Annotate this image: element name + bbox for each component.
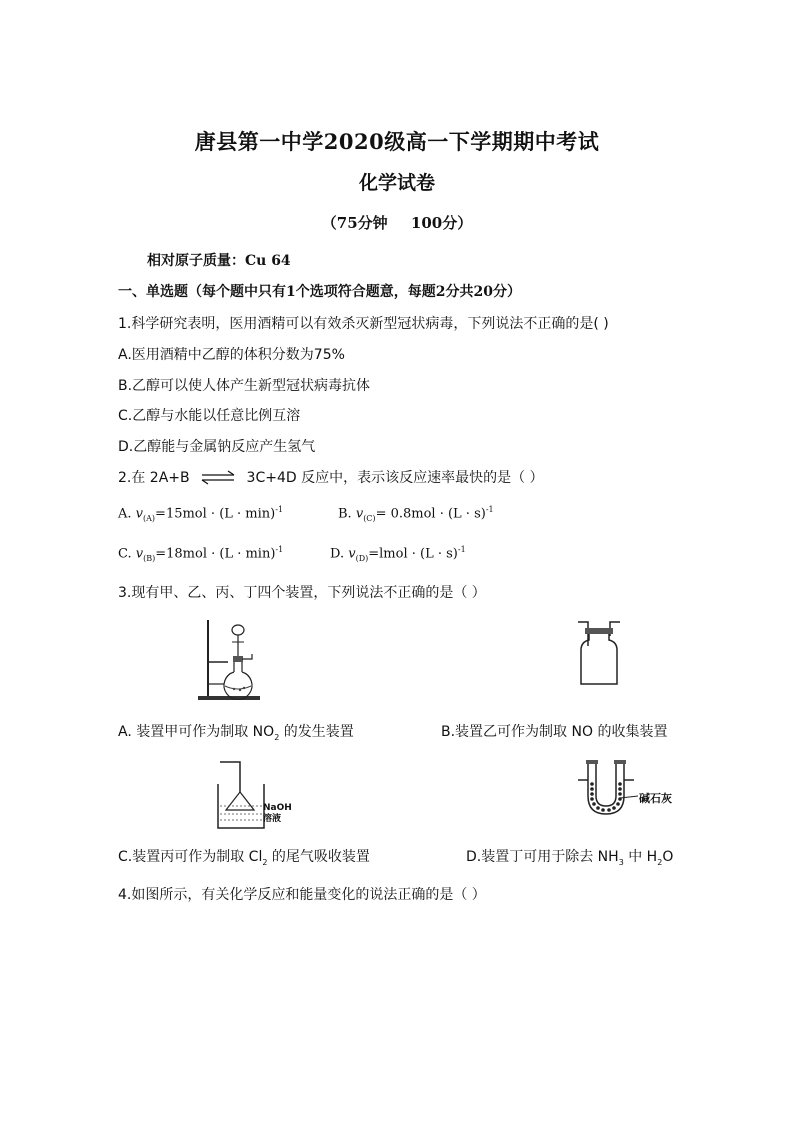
question-2-option-d: D. $v_{(D)}=lmol \cdot (L \cdot s)^{-1}$: [330, 545, 466, 563]
question-2-stem-part1: 2.在 2A+B: [118, 470, 190, 486]
apparatus-bing-figure: [214, 758, 270, 830]
question-2-option-a: A. $v_{(A)}=15mol \cdot (L \cdot \min)^{-1}$: [118, 505, 284, 523]
question-1-stem: 1.科学研究表明，医用酒精可以有效杀灭新型冠状病毒，下列说法不正确的是( ): [118, 316, 609, 332]
question-3-option-c: C.装置丙可作为制取 $Cl_2$ 的尾气吸收装置: [118, 849, 370, 867]
duration-score: （75分钟 100分）: [321, 214, 473, 232]
apparatus-yi-figure: [576, 616, 622, 688]
section-heading: 一、单选题（每个题中只有1个选项符合题意，每题2分共20分）: [118, 284, 521, 300]
question-1-option-d: D.乙醇能与金属钠反应产生氢气: [118, 439, 316, 455]
question-2-stem-part2: 3C+4D 反应中，表示该反应速率最快的是（ ）: [246, 470, 544, 486]
soda-lime-label: 碱石灰: [639, 792, 672, 805]
question-2-stem: [118, 467, 544, 487]
question-4-stem: 4.如图所示，有关化学反应和能量变化的说法正确的是（ ）: [118, 887, 486, 903]
apparatus-ding-figure: [576, 758, 636, 820]
question-1-option-c: C.乙醇与水能以任意比例互溶: [118, 408, 301, 424]
exam-subtitle: 化学试卷: [358, 172, 435, 194]
question-3-stem: 3.现有甲、乙、丙、丁四个装置，下列说法不正确的是（ ）: [118, 585, 486, 601]
equilibrium-arrow-icon: [200, 471, 236, 485]
question-3-option-d: D.装置丁可用于除去 $NH_3$ 中 $H_2O$: [466, 849, 674, 867]
atomic-mass-note: 相对原子质量：Cu 64: [147, 253, 291, 269]
apparatus-jia-figure: [196, 614, 266, 704]
question-2-option-b: B. $v_{(C)}= 0.8mol \cdot (L \cdot s)^{-1}$: [338, 505, 494, 523]
question-2-option-c: C. $v_{(B)}=18mol \cdot (L \cdot \min)^{-1}$: [118, 545, 284, 563]
question-3-option-b: B.装置乙可作为制取 NO 的收集装置: [441, 724, 668, 740]
exam-title: 唐县第一中学2020级高一下学期期中考试: [194, 129, 600, 154]
question-1-option-b: B.乙醇可以使人体产生新型冠状病毒抗体: [118, 378, 371, 394]
question-1-option-a: A.医用酒精中乙醇的体积分数为75%: [118, 347, 345, 363]
question-3-option-a: A. 装置甲可作为制取 $NO_2$ 的发生装置: [118, 724, 354, 742]
naoh-label: NaOH 溶液: [263, 803, 292, 824]
